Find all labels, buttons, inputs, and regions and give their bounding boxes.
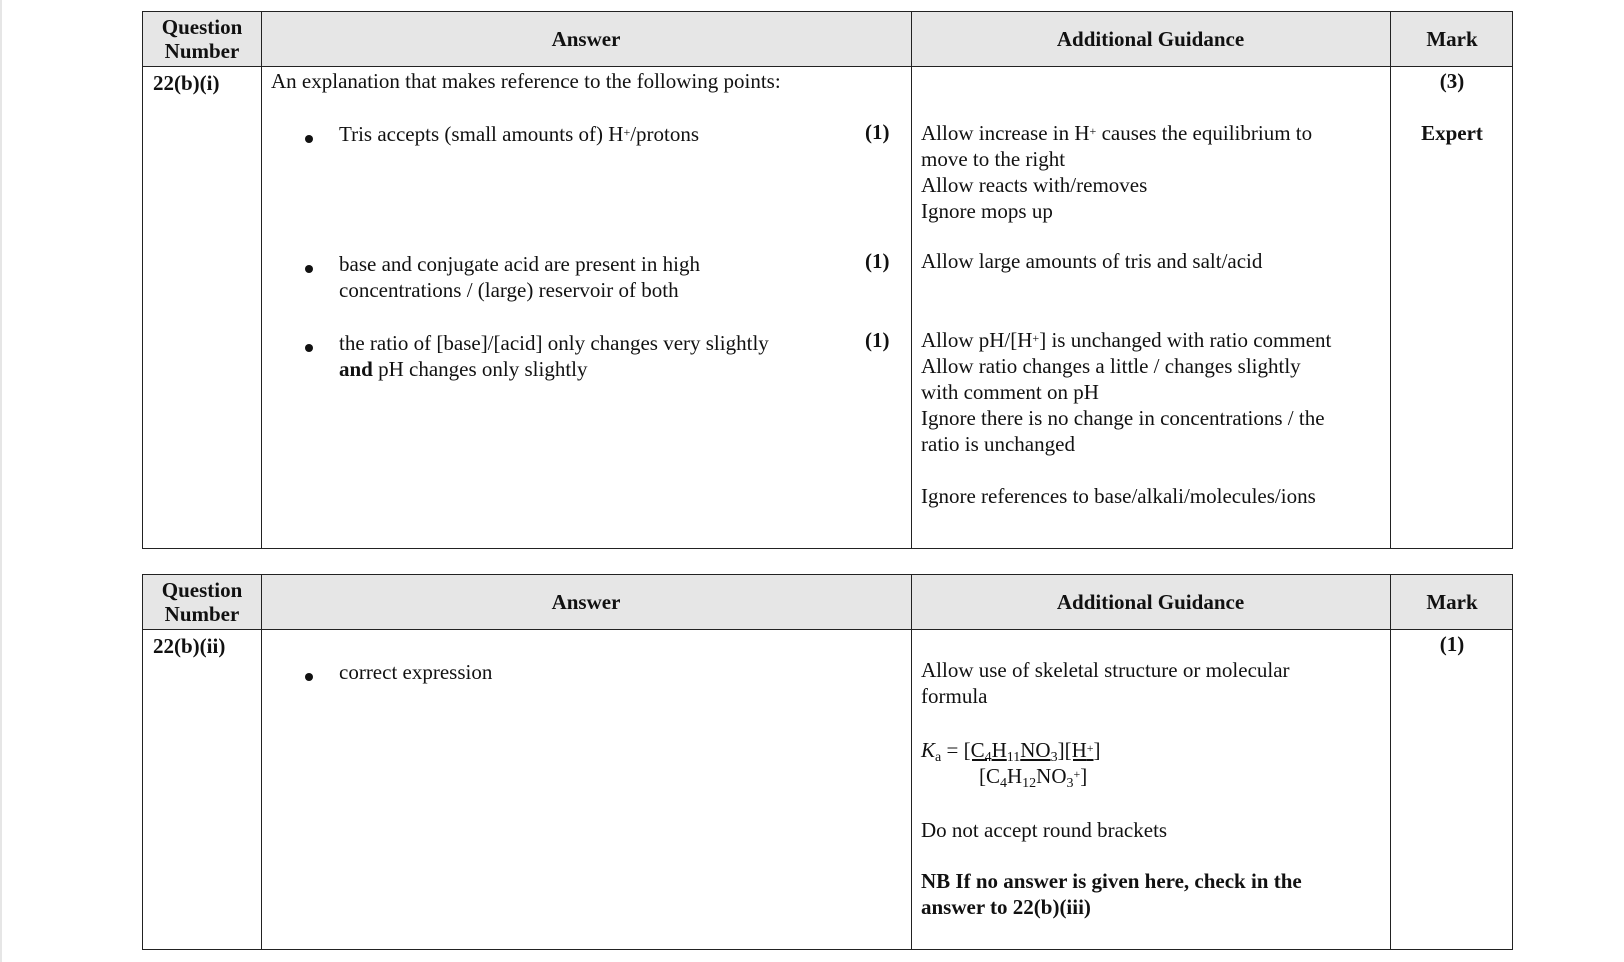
subscript: 4 bbox=[984, 750, 992, 765]
ka-symbol: K bbox=[921, 738, 936, 762]
header-answer: Answer bbox=[551, 27, 621, 51]
answer-point-2-line-1: base and conjugate acid are present in high bbox=[339, 252, 700, 276]
guidance-3-line-1 bbox=[921, 327, 1331, 353]
header-question-number-text: Question Number bbox=[161, 15, 243, 63]
guidance-3-line-6: Ignore references to base/alkali/molecules/ions bbox=[921, 484, 1316, 508]
guidance-1-line-2: move to the right bbox=[921, 147, 1066, 171]
guidance-1-line-4: Ignore mops up bbox=[921, 199, 1053, 223]
guidance-3-line-5: ratio is unchanged bbox=[921, 432, 1075, 456]
guidance-1-line-1 bbox=[921, 120, 1312, 146]
subscript: 11 bbox=[1006, 750, 1021, 765]
question-number: 22(b)(i) bbox=[153, 71, 220, 95]
header-mark: Mark bbox=[1426, 590, 1478, 614]
table-header-row bbox=[143, 12, 1512, 67]
guidance-1-line-1-text-end: causes the equilibrium to bbox=[1096, 121, 1313, 145]
answer-point-1-text-end: /protons bbox=[630, 122, 700, 146]
table-header-row bbox=[143, 575, 1512, 630]
guidance-3-line-3: with comment on pH bbox=[921, 380, 1099, 404]
superscript: + bbox=[1086, 741, 1094, 755]
answer-point-3-line-2-rest: pH changes only slightly bbox=[372, 357, 588, 381]
mark-scheme-table-22bi bbox=[142, 11, 1513, 549]
guidance-1-line-1-text: Allow increase in H bbox=[921, 121, 1090, 145]
superscript: + bbox=[1089, 124, 1097, 138]
bullet-icon bbox=[305, 135, 313, 143]
guidance-2: Allow large amounts of tris and salt/acid bbox=[921, 249, 1263, 273]
subscript: 4 bbox=[1000, 776, 1007, 791]
header-answer: Answer bbox=[551, 590, 621, 614]
guidance-1-line-3: Allow reacts with/removes bbox=[921, 173, 1148, 197]
bold-and: and bbox=[339, 357, 373, 381]
nb-line-1: NB If no answer is given here, check in the bbox=[921, 869, 1302, 893]
answer-point-2-line-2: concentrations / (large) reservoir of both bbox=[339, 278, 679, 302]
ka-denominator bbox=[979, 763, 1087, 793]
subscript: 12 bbox=[1022, 776, 1037, 791]
guidance-3-line-1-text-end: ] is unchanged with ratio comment bbox=[1039, 328, 1332, 352]
guidance-3-line-2: Allow ratio changes a little / changes slightly bbox=[921, 354, 1301, 378]
bullet-icon bbox=[305, 344, 313, 352]
formula-part: ][H bbox=[1057, 738, 1087, 762]
bullet-icon bbox=[305, 265, 313, 273]
subscript: 3 bbox=[1066, 776, 1074, 791]
header-question-number bbox=[143, 12, 261, 66]
formula-part: NO bbox=[1036, 764, 1067, 788]
point-3-mark: (1) bbox=[865, 328, 890, 352]
formula-part: H bbox=[991, 738, 1007, 762]
header-mark: Mark bbox=[1426, 27, 1478, 51]
superscript: + bbox=[1073, 767, 1081, 781]
point-1-mark: (1) bbox=[865, 120, 890, 144]
formula-part: H bbox=[1007, 764, 1023, 788]
subscript: 3 bbox=[1050, 750, 1058, 765]
formula-part: ] bbox=[1093, 738, 1101, 762]
nb-line-2: answer to 22(b)(iii) bbox=[921, 895, 1091, 919]
column-divider bbox=[261, 12, 262, 548]
answer-point-1: correct expression bbox=[339, 660, 493, 684]
bullet-icon bbox=[305, 673, 313, 681]
equals-sign: = bbox=[941, 738, 964, 762]
formula-part: [C bbox=[979, 764, 1000, 788]
formula-part: ] bbox=[1080, 764, 1088, 788]
ka-numerator bbox=[963, 738, 1101, 765]
guidance-line-1: Allow use of skeletal structure or molecular bbox=[921, 658, 1290, 682]
header-guidance: Additional Guidance bbox=[1056, 27, 1245, 51]
total-mark: (3) bbox=[1439, 69, 1465, 93]
answer-point-1 bbox=[339, 121, 699, 147]
header-question-number bbox=[143, 575, 261, 629]
answer-point-1-text: Tris accepts (small amounts of) H bbox=[339, 122, 624, 146]
formula-part: NO bbox=[1020, 738, 1051, 762]
guidance-3-line-4: Ignore there is no change in concentrations / the bbox=[921, 406, 1325, 430]
formula-part: [C bbox=[963, 738, 985, 762]
superscript: + bbox=[623, 125, 631, 139]
mark-scheme-table-22bii bbox=[142, 574, 1513, 950]
page-edge bbox=[0, 0, 2, 962]
answer-intro: An explanation that makes reference to the following points: bbox=[271, 69, 781, 93]
column-divider bbox=[911, 575, 912, 949]
header-guidance: Additional Guidance bbox=[1056, 590, 1245, 614]
total-mark: (1) bbox=[1439, 632, 1465, 656]
point-2-mark: (1) bbox=[865, 249, 890, 273]
answer-point-3-line-2 bbox=[339, 356, 588, 382]
skill-label: Expert bbox=[1421, 121, 1483, 145]
guidance-line-3: Do not accept round brackets bbox=[921, 818, 1168, 842]
superscript: + bbox=[1032, 331, 1040, 345]
guidance-line-2: formula bbox=[921, 684, 988, 708]
subscript: a bbox=[935, 750, 942, 765]
column-divider bbox=[261, 575, 262, 949]
guidance-3-line-1-text: Allow pH/[H bbox=[921, 328, 1033, 352]
header-question-number-text: Question Number bbox=[161, 578, 243, 626]
question-number: 22(b)(ii) bbox=[153, 634, 226, 658]
column-divider bbox=[911, 12, 912, 548]
answer-point-3-line-1: the ratio of [base]/[acid] only changes very slightly bbox=[339, 331, 769, 355]
